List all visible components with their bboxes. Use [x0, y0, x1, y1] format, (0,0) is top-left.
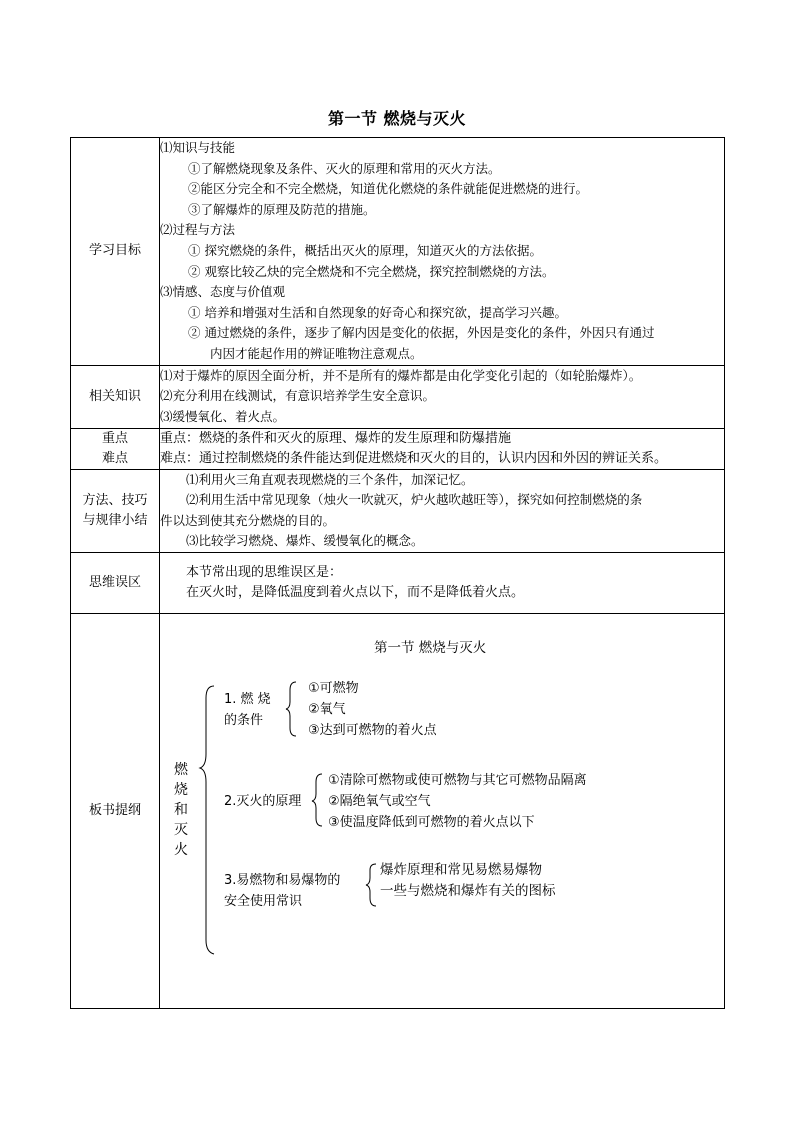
- board-root: [174, 760, 188, 860]
- method-1: ⑴利用火三角直观表现燃烧的三个条件，加深记忆。: [186, 471, 474, 487]
- mistakes-content: [160, 552, 725, 613]
- key-point: 重点：燃烧的条件和灭火的原理、爆炸的发生原理和防爆措施: [160, 430, 512, 446]
- methods-content: [160, 469, 725, 552]
- branch-2-item-2: ②隔绝氧气或空气: [328, 793, 431, 809]
- board-content: [160, 613, 725, 1008]
- brace-root: [200, 686, 214, 954]
- root-char-1: 燃: [174, 761, 188, 778]
- row-goals: [71, 138, 725, 366]
- label-board: 板书提纲: [71, 613, 160, 1008]
- branch-3-items: [380, 860, 556, 902]
- goals-heading-1: ⑴知识与技能: [160, 140, 236, 155]
- label-methods-1: 方法、技巧: [82, 492, 148, 508]
- label-methods: [71, 469, 160, 552]
- goals-knowledge-3: ③了解爆炸的原理及防范的措施。: [188, 201, 376, 217]
- branch-3-title: [224, 870, 340, 912]
- goals-heading-2: ⑵过程与方法: [160, 222, 236, 238]
- label-key-1: 重点: [101, 430, 128, 446]
- label-mistakes: 思维误区: [71, 552, 160, 613]
- row-methods: [71, 469, 725, 552]
- root-char-5: 火: [174, 841, 188, 858]
- branch-3-title-a: 3.易燃物和易爆物的: [224, 872, 341, 888]
- branch-2-title: 2.灭火的原理: [224, 793, 302, 809]
- row-mistakes: [71, 552, 725, 613]
- board-outline: [160, 614, 724, 1008]
- goals-process-1: ① 探究燃烧的条件，概括出灭火的原理，知道灭火的方法依据。: [188, 242, 542, 258]
- brace-conditions: [286, 682, 296, 736]
- related-3: ⑶缓慢氧化、着火点。: [160, 408, 286, 424]
- branch-1-item-3: ③达到可燃物的着火点: [308, 722, 437, 738]
- goals-process-2: ② 观察比较乙炔的完全燃烧和不完全燃烧，探究控制燃烧的方法。: [188, 263, 555, 279]
- brace-safety: [366, 864, 376, 906]
- method-2b: 件以达到使其充分燃烧的目的。: [160, 512, 336, 528]
- brace-principle: [312, 774, 322, 826]
- branch-2-items: [328, 770, 587, 833]
- label-goals: 学习目标: [71, 138, 160, 366]
- lesson-table: [70, 137, 725, 1009]
- branch-3-item-1: 爆炸原理和常见易燃易爆物: [380, 861, 542, 878]
- goals-content: [160, 138, 725, 366]
- root-char-2: 烧: [174, 781, 188, 798]
- difficult-point: 难点：通过控制燃烧的条件能达到促进燃烧和灭火的目的，认识内因和外因的辨证关系。: [160, 450, 668, 466]
- key-content: [160, 428, 725, 469]
- goals-emotion-1: ① 培养和增强对生活和自然现象的好奇心和探究欲，提高学习兴趣。: [188, 304, 567, 320]
- page-title: 第一节 燃烧与灭火: [327, 109, 467, 128]
- branch-2-item-1: ①清除可燃物或使可燃物与其它可燃物品隔离: [328, 772, 587, 788]
- goals-heading-3: ⑶情感、态度与价值观: [160, 284, 286, 300]
- branch-1-items: [308, 678, 437, 741]
- goals-knowledge-2: ②能区分完全和不完全燃烧，知道优化燃烧的条件就能促进燃烧的进行。: [188, 181, 589, 197]
- related-content: [160, 365, 725, 428]
- row-key: [71, 428, 725, 469]
- row-board: [71, 613, 725, 1008]
- root-char-4: 灭: [174, 821, 188, 838]
- branch-2-item-3: ③使温度降低到可燃物的着火点以下: [328, 814, 535, 830]
- goals-emotion-2a: ② 通过燃烧的条件，逐步了解内因是变化的依据，外因是变化的条件，外因只有通过: [188, 325, 655, 341]
- goals-emotion-2b: 内因才能起作用的辨证唯物注意观点。: [210, 345, 423, 361]
- branch-1-item-1: ①可燃物: [308, 680, 359, 696]
- branch-3-title-b: 安全使用常识: [224, 893, 303, 909]
- label-key: [71, 428, 160, 469]
- related-2: ⑵充分利用在线测试，有意识培养学生安全意识。: [160, 388, 436, 404]
- label-methods-2: 与规律小结: [82, 512, 148, 528]
- related-1: ⑴对于爆炸的原因全面分析，并不是所有的爆炸都是由化学变化引起的（如轮胎爆炸）。: [160, 367, 642, 383]
- goals-knowledge-1: ①了解燃烧现象及条件、灭火的原理和常用的灭火方法。: [188, 160, 501, 176]
- label-key-2: 难点: [101, 450, 128, 466]
- branch-1-title-b: 的条件: [224, 712, 264, 728]
- branch-3-item-2: 一些与燃烧和爆炸有关的图标: [380, 882, 556, 899]
- branch-1-title-a: 1. 燃 烧: [224, 691, 271, 707]
- mistakes-detail: 在灭火时，是降低温度到着火点以下，而不是降低着火点。: [186, 584, 525, 600]
- row-related: [71, 365, 725, 428]
- method-2a: ⑵利用生活中常见现象（烛火一吹就灭，炉火越吹越旺等），探究如何控制燃烧的条: [186, 492, 643, 508]
- branch-1-item-2: ②氧气: [308, 701, 346, 717]
- board-heading: 第一节 燃烧与灭火: [374, 639, 487, 656]
- method-3: ⑶比较学习燃烧、爆炸、缓慢氧化的概念。: [186, 533, 424, 549]
- mistakes-intro: 本节常出现的思维误区是：: [186, 564, 343, 580]
- label-related: 相关知识: [71, 365, 160, 428]
- root-char-3: 和: [174, 801, 188, 818]
- branch-1-title: [224, 689, 271, 731]
